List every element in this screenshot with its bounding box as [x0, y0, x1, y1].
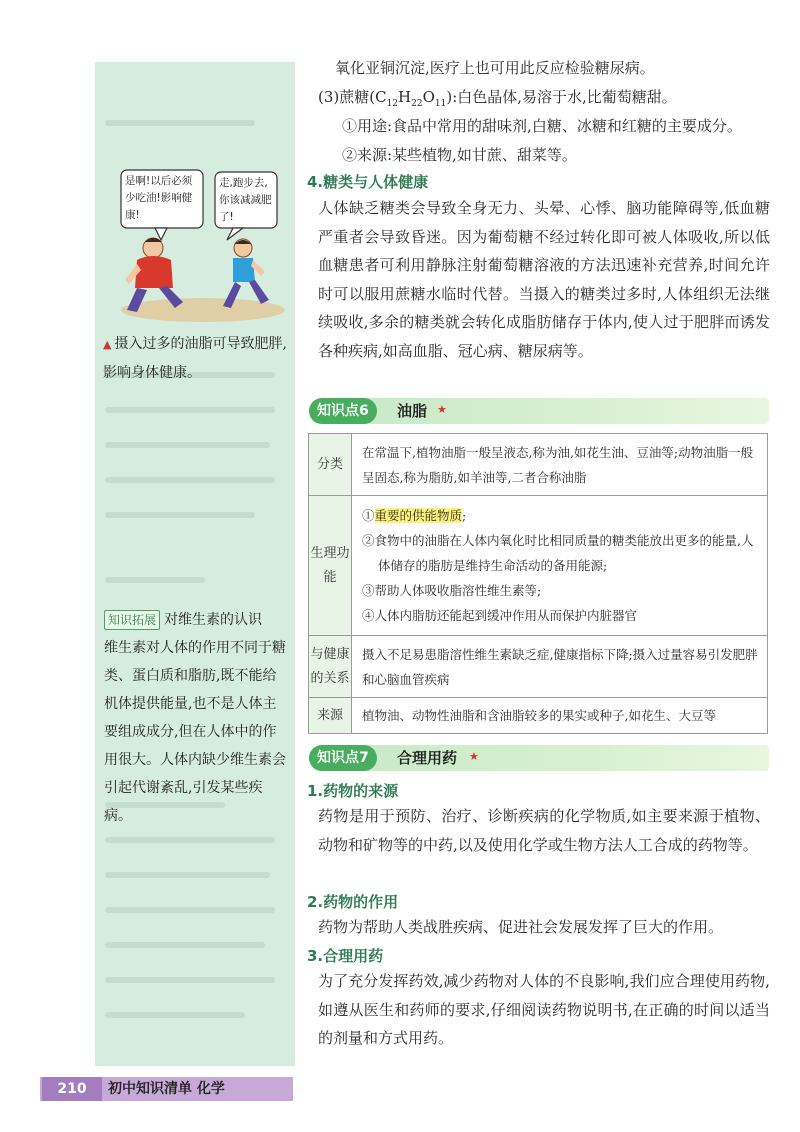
knowledge-extension-body: 维生素对人体的作用不同于糖类、蛋白质和脂肪,既不能给机体提供能量,也不是人体主要组成成分,但在人体中的作用很大。人体内缺少维生素会引起代谢紊乱,引发某些疾病。 [104, 640, 286, 824]
knowledge-point-bar [309, 745, 769, 771]
speech-bubble-left: 是啊!以后必须少吃油!影响健康! [125, 175, 193, 221]
triangle-marker-icon: ▲ [103, 338, 112, 351]
star-icon: ★ [437, 403, 447, 416]
faded-text-line [105, 942, 265, 948]
table-row-header: 分类 [309, 434, 352, 496]
table-row [309, 434, 768, 496]
faded-text-line [105, 977, 275, 983]
text-line: 氧化亚铜沉淀,医疗上也可用此反应检验糖尿病。 [335, 59, 655, 77]
sucrose-source: ②来源:某些植物,如甘蔗、甜菜等。 [342, 146, 577, 164]
table-row [309, 698, 768, 734]
page-number: 210 [42, 1077, 102, 1101]
jogging-cartoon-illustration [115, 160, 290, 330]
section-body: 药物为帮助人类战胜疾病、促进社会发展发挥了巨大的作用。 [318, 918, 724, 936]
star-icon: ★ [469, 750, 479, 763]
faded-text-line [105, 907, 275, 913]
list-item: ①重要的供能物质; [362, 508, 467, 523]
knowledge-extension-box [104, 606, 289, 830]
faded-text-line [105, 872, 270, 878]
sucrose-use: ①用途:食品中常用的甜味剂,白糖、冰糖和红糖的主要成分。 [342, 117, 742, 135]
table-cell: 植物油、动物性油脂和含油脂较多的果实或种子,如花生、大豆等 [352, 698, 768, 734]
table-row-header: 来源 [309, 698, 352, 734]
section-heading: 2.药物的作用 [307, 893, 399, 911]
section-body: 为了充分发挥药效,减少药物对人体的不良影响,我们应合理使用药物,如遵从医生和药师的要求,仔细阅读药物说明书,在正确的时间以适当的剂量和方式用药。 [318, 972, 770, 1047]
section-body: 药物是用于预防、治疗、诊断疾病的化学物质,如主要来源于植物、动物和矿物等的中药,以及使用化学或生物方法人工合成的药物等。 [318, 807, 770, 854]
book-title: 初中知识清单 化学 [108, 1081, 225, 1097]
table-row [309, 636, 768, 698]
section-heading: 4.糖类与人体健康 [307, 173, 429, 191]
table-cell: 在常温下,植物油脂一般呈液态,称为油,如花生油、豆油等;动物油脂一般呈固态,称为脂肪,如羊油等,二者合称油脂 [352, 434, 768, 496]
knowledge-extension-title: 对维生素的认识 [164, 612, 263, 628]
table-row [309, 496, 768, 636]
knowledge-point-title: 油脂 [397, 402, 428, 420]
fats-table [308, 433, 768, 734]
faded-text-line [105, 577, 205, 583]
section-body: 人体缺乏糖类会导致全身无力、头晕、心悸、脑功能障碍等,低血糖严重者会导致昏迷。因为葡萄糖不经过转化即可被人体吸收,所以低血糖患者可利用静脉注射葡萄糖溶液的方法迅速补充营养,时间允许时可以服用蔗糖水临时代替。当摄入的糖类过多时,人体组织无法继续吸收,多余的糖类就会转化成脂肪储存于体内,使人过于肥胖而诱发各种疾病,如高血脂、冠心病、糖尿病等。 [318, 199, 770, 360]
list-item: ②食物中的油脂在人体内氧化时比相同质量的糖类能放出更多的能量,人体储存的脂肪是维持生命活动的备用能源; [362, 533, 754, 573]
list-item: ④人体内脂肪还能起到缓冲作用从而保护内脏器官 [362, 608, 638, 623]
knowledge-point-bar [309, 398, 769, 424]
faded-text-line [105, 477, 275, 483]
faded-text-line [105, 1012, 245, 1018]
knowledge-point-badge: 知识点6 [309, 398, 377, 424]
section-heading: 1.药物的来源 [307, 782, 399, 800]
list-item: ③帮助人体吸收脂溶性维生素等; [362, 583, 542, 598]
sucrose-line: (3)蔗糖$(C_{12}H_{22}O_{11})$:白色晶体,易溶于水,比葡萄糖甜。 [318, 88, 677, 109]
faded-text-line [105, 407, 275, 413]
illustration-caption: ▲ 摄入过多的油脂可导致肥胖,影响身体健康。 [103, 336, 287, 381]
table-cell [352, 496, 768, 636]
knowledge-point-title: 合理用药 [397, 749, 458, 767]
faded-text-line [105, 442, 270, 448]
highlighted-text: 重要的供能物质 [374, 508, 463, 523]
knowledge-point-badge: 知识点7 [309, 745, 377, 771]
table-row-header: 生理功能 [309, 496, 352, 636]
table-row-header: 与健康的关系 [309, 636, 352, 698]
section-heading: 3.合理用药 [307, 947, 384, 965]
speech-bubble-right: 走,跑步去,你该减减肥了! [219, 177, 272, 223]
table-cell: 摄入不足易患脂溶性维生素缺乏症,健康指标下降;摄入过量容易引发肥胖和心脑血管疾病 [352, 636, 768, 698]
faded-text-line [105, 512, 255, 518]
faded-text-line [105, 120, 255, 126]
knowledge-extension-badge: 知识拓展 [104, 610, 160, 630]
faded-text-line [105, 837, 275, 843]
